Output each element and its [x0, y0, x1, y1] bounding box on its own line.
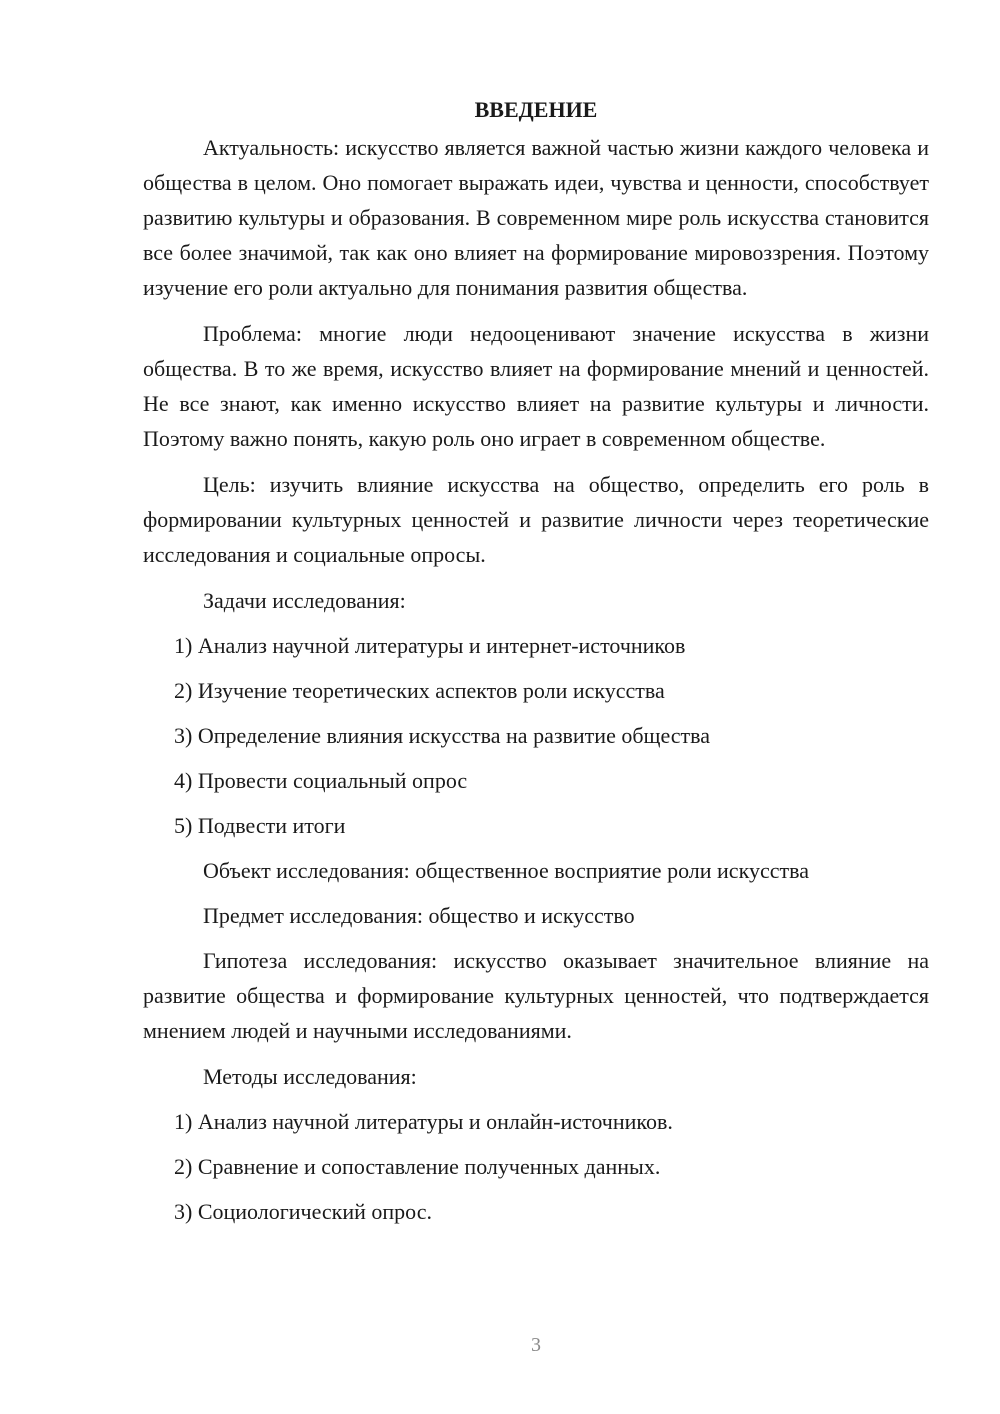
task-item: 2) Изучение теоретических аспектов роли искусства: [174, 678, 665, 703]
research-subject: Предмет исследования: общество и искусство: [203, 903, 635, 928]
method-item: 3) Социологический опрос.: [174, 1199, 432, 1224]
task-item: 3) Определение влияния искусства на развитие общества: [174, 723, 711, 748]
method-item: 1) Анализ научной литературы и онлайн-источников.: [174, 1109, 673, 1134]
task-item: 5) Подвести итоги: [174, 813, 346, 838]
relevance-paragraph: Актуальность: искусство является важной частью жизни каждого человека и общества в целом. Оно помогает выражать идеи, чувства и ценности, способствует развитию культуры и образования. В современном мире роль искусства становится все более значимой, так как оно влияет на формирование мировоззрения. Поэтому изучение его роли актуально для понимания развития общества.: [143, 135, 929, 300]
document-page: [143, 92, 929, 1239]
page-title: ВВЕДЕНИЕ: [474, 97, 598, 122]
page-number: 3: [531, 1334, 541, 1356]
method-item: 2) Сравнение и сопоставление полученных данных.: [174, 1154, 661, 1179]
goal-paragraph: Цель: изучить влияние искусства на общество, определить его роль в формировании культурных ценностей и развитие личности через теоретические исследования и социальные опросы.: [143, 472, 929, 567]
research-object: Объект исследования: общественное восприятие роли искусства: [203, 858, 809, 883]
task-item: 4) Провести социальный опрос: [174, 768, 468, 793]
task-item: 1) Анализ научной литературы и интернет-источников: [174, 633, 686, 658]
hypothesis-paragraph: Гипотеза исследования: искусство оказывает значительное влияние на развитие общества и формирование культурных ценностей, что подтверждается мнением людей и научными исследованиями.: [143, 948, 929, 1043]
methods-heading: Методы исследования:: [203, 1064, 417, 1089]
problem-paragraph: Проблема: многие люди недооценивают значение искусства в жизни общества. В то же время, искусство влияет на формирование мнений и ценностей. Не все знают, как именно искусство влияет на развитие культуры и личности. Поэтому важно понять, какую роль оно играет в современном обществе.: [143, 321, 929, 451]
tasks-heading: Задачи исследования:: [203, 588, 406, 613]
